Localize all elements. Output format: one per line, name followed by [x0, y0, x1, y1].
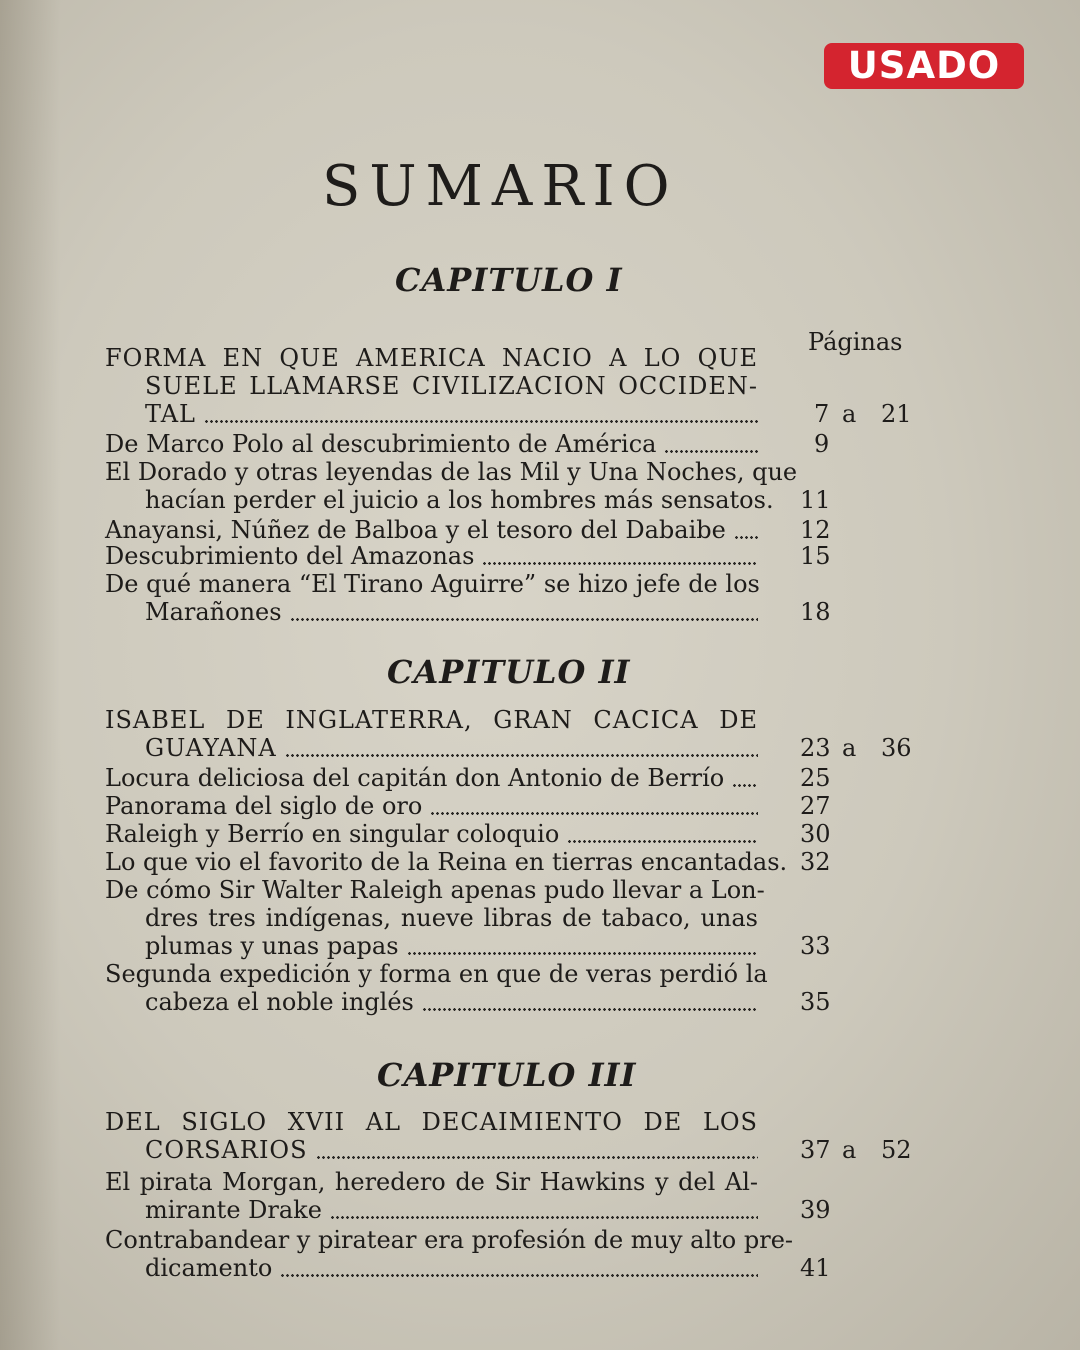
section-title-line: ISABEL DE INGLATERRA, GRAN CACICA DE — [105, 706, 758, 734]
page-number: 25 — [800, 764, 831, 792]
page-range-end: 52 — [881, 1136, 912, 1164]
entry-text-line: El pirata Morgan, heredero de Sir Hawkins y del Al- — [105, 1168, 758, 1196]
dot-leader — [664, 450, 758, 453]
entry-text-line: Locura deliciosa del capitán don Antonio de Berrío — [105, 764, 725, 792]
page-number: 23 — [800, 734, 831, 762]
section-title-line: FORMA EN QUE AMERICA NACIO A LO QUE — [105, 344, 758, 372]
dot-leader — [407, 952, 758, 955]
page-number: 15 — [800, 542, 831, 570]
page-number: 33 — [800, 932, 831, 960]
dot-leader — [290, 618, 758, 621]
page-range-separator: a — [842, 1136, 857, 1164]
section-title-line: SUELE LLAMARSE CIVILIZACION OCCIDEN- — [145, 372, 758, 400]
page-range-end: 36 — [881, 734, 912, 762]
entry-text-line: Anayansi, Núñez de Balboa y el tesoro del Dabaibe — [105, 516, 726, 544]
page-number: 30 — [800, 820, 831, 848]
dot-leader — [330, 1216, 758, 1219]
section-title-line: DEL SIGLO XVII AL DECAIMIENTO DE LOS — [105, 1108, 758, 1136]
section-title-line: GUAYANA — [145, 734, 277, 762]
section-title-line: TAL — [145, 400, 196, 428]
entry-text-line: El Dorado y otras leyendas de las Mil y Una Noches, que — [105, 458, 798, 486]
page-edge-shadow — [0, 0, 60, 1350]
pages-column-label: Páginas — [808, 328, 903, 356]
entry-text-line: Segunda expedición y forma en que de veras perdió la — [105, 960, 768, 988]
entry-text-line: Panorama del siglo de oro — [105, 792, 423, 820]
dot-leader — [285, 754, 758, 757]
dot-leader — [316, 1156, 758, 1159]
page-number: 7 — [814, 400, 830, 428]
page-number: 39 — [800, 1196, 831, 1224]
page-number: 9 — [814, 430, 830, 458]
chapter-heading: CAPITULO I — [395, 261, 623, 299]
page-number: 27 — [800, 792, 831, 820]
page-number: 35 — [800, 988, 831, 1016]
page-number: 18 — [800, 598, 831, 626]
entry-text-line: Descubrimiento del Amazonas — [105, 542, 475, 570]
dot-leader — [280, 1274, 758, 1277]
section-title-line: CORSARIOS — [145, 1136, 308, 1164]
entry-text-line: Contrabandear y piratear era profesión de muy alto pre- — [105, 1226, 794, 1254]
page-title: SUMARIO — [322, 154, 679, 219]
entry-text-line: De qué manera “El Tirano Aguirre” se hizo jefe de los — [105, 570, 760, 598]
dot-leader — [482, 562, 758, 565]
page-range-end: 21 — [881, 400, 912, 428]
chapter-heading: CAPITULO II — [387, 653, 631, 691]
dot-leader — [734, 536, 758, 539]
page-range-separator: a — [842, 400, 857, 428]
page-number: 12 — [800, 516, 831, 544]
page-number: 37 — [800, 1136, 831, 1164]
dot-leader — [204, 420, 758, 423]
entry-text-line: plumas y unas papas — [145, 932, 399, 960]
dot-leader — [430, 812, 758, 815]
entry-text-line: Lo que vio el favorito de la Reina en tierras encantadas. — [105, 848, 788, 876]
dot-leader — [732, 784, 758, 787]
entry-text-line: De cómo Sir Walter Raleigh apenas pudo llevar a Lon- — [105, 876, 765, 904]
chapter-heading: CAPITULO III — [377, 1056, 637, 1094]
entry-text-line: cabeza el noble inglés — [145, 988, 414, 1016]
entry-text-line: Marañones — [145, 598, 282, 626]
dot-leader — [567, 840, 758, 843]
entry-text-line: dres tres indígenas, nueve libras de tabaco, unas — [145, 904, 758, 932]
entry-text-line: mirante Drake — [145, 1196, 322, 1224]
entry-text-line: Raleigh y Berrío en singular coloquio — [105, 820, 560, 848]
page-number: 32 — [800, 848, 831, 876]
entry-text-line: dicamento — [145, 1254, 273, 1282]
page-range-separator: a — [842, 734, 857, 762]
entry-text-line: hacían perder el juicio a los hombres más sensatos. — [145, 486, 774, 514]
used-badge: USADO — [824, 43, 1024, 89]
dot-leader — [422, 1008, 758, 1011]
page-number: 11 — [800, 486, 831, 514]
page-number: 41 — [800, 1254, 831, 1282]
entry-text-line: De Marco Polo al descubrimiento de América — [105, 430, 657, 458]
